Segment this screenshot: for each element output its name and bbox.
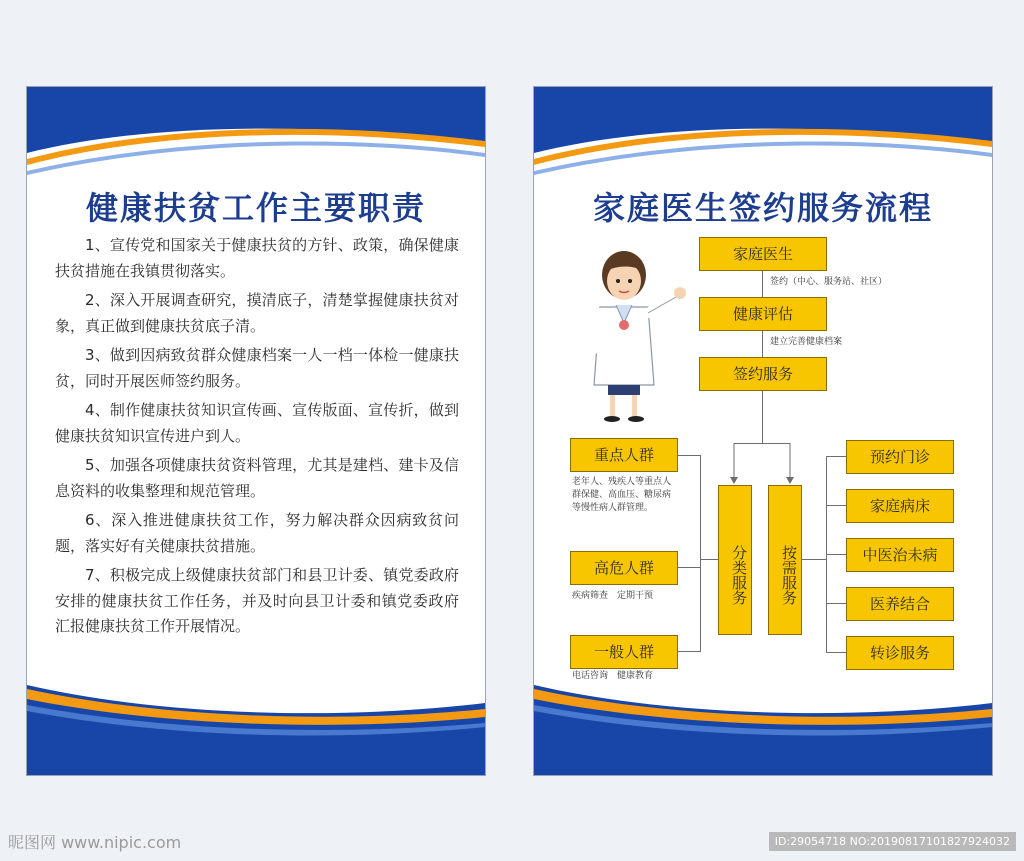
- group-general: 一般人群: [570, 635, 678, 669]
- bottom-wave-banner: [534, 685, 992, 775]
- connector-line: [678, 651, 700, 652]
- watermark-site: 昵图网 www.nipic.com: [8, 833, 182, 852]
- connector-line: [826, 554, 846, 555]
- group-note: 疾病筛查 定期干预: [572, 591, 654, 601]
- on-demand-service-box: 按需服务: [768, 485, 802, 635]
- service-elderly-care: 医养结合: [846, 587, 954, 621]
- step-sign-service: 签约服务: [699, 357, 827, 391]
- duty-item: 6、深入推进健康扶贫工作，努力解决群众因病致贫问题，落实好有关健康扶贫措施。: [55, 511, 459, 555]
- duty-item: 1、宣传党和国家关于健康扶贫的方针、政策，确保健康扶贫措施在我镇贯彻落实。: [55, 236, 459, 280]
- connector-line: [700, 455, 701, 652]
- connector-line: [700, 559, 718, 560]
- service-tcm-prevention: 中医治未病: [846, 538, 954, 572]
- connector-line: [826, 456, 846, 457]
- flowchart-poster: [533, 86, 993, 776]
- service-home-bed: 家庭病床: [846, 489, 954, 523]
- duty-item: 4、制作健康扶贫知识宣传画、宣传版面、宣传折，做到健康扶贫知识宣传进户到人。: [55, 401, 459, 445]
- group-key-population: 重点人群: [570, 438, 678, 472]
- classified-service-box: 分类服务: [718, 485, 752, 635]
- duty-item: 7、积极完成上级健康扶贫部门和县卫计委、镇党委政府安排的健康扶贫工作任务，并及时向县卫计委和镇党委政府汇报健康扶贫工作开展情况。: [55, 566, 459, 635]
- duties-poster: [26, 86, 486, 776]
- connector-line: [826, 603, 846, 604]
- top-wave-banner: [27, 87, 485, 179]
- connector-line: [678, 455, 700, 456]
- group-note: 电话咨询 健康教育: [572, 671, 654, 681]
- page-title: 家庭医生签约服务流程: [592, 189, 933, 227]
- step-note: 建立完善健康档案: [770, 337, 843, 347]
- page-title: 健康扶贫工作主要职责: [85, 189, 426, 227]
- service-referral: 转诊服务: [846, 636, 954, 670]
- group-note: 老年人、残疾人等重点人群保健、高血压、糖尿病等慢性病人群管理。: [572, 477, 672, 513]
- duty-item: 5、加强各项健康扶贫资料管理，尤其是建档、建卡及信息资料的收集整理和规范管理。: [55, 456, 459, 500]
- connector-line: [826, 505, 846, 506]
- duties-list: [55, 233, 459, 644]
- connector-line: [826, 652, 846, 653]
- duty-item: 3、做到因病致贫群众健康档案一人一档一体检一健康扶贫，同时开展医师签约服务。: [55, 346, 459, 390]
- group-high-risk: 高危人群: [570, 551, 678, 585]
- step-health-assessment: 健康评估: [699, 297, 827, 331]
- step-note: 签约（中心、服务站、社区）: [770, 277, 888, 287]
- step-family-doctor: 家庭医生: [699, 237, 827, 271]
- watermark-id: ID:29054718 NO:20190817101827924032: [769, 832, 1016, 851]
- service-appointment: 预约门诊: [846, 440, 954, 474]
- duty-item: 2、深入开展调查研究，摸清底子，清楚掌握健康扶贫对象，真正做到健康扶贫底子清。: [55, 291, 459, 335]
- connector-line: [802, 559, 826, 560]
- bottom-wave-banner: [27, 685, 485, 775]
- connector-line: [678, 567, 700, 568]
